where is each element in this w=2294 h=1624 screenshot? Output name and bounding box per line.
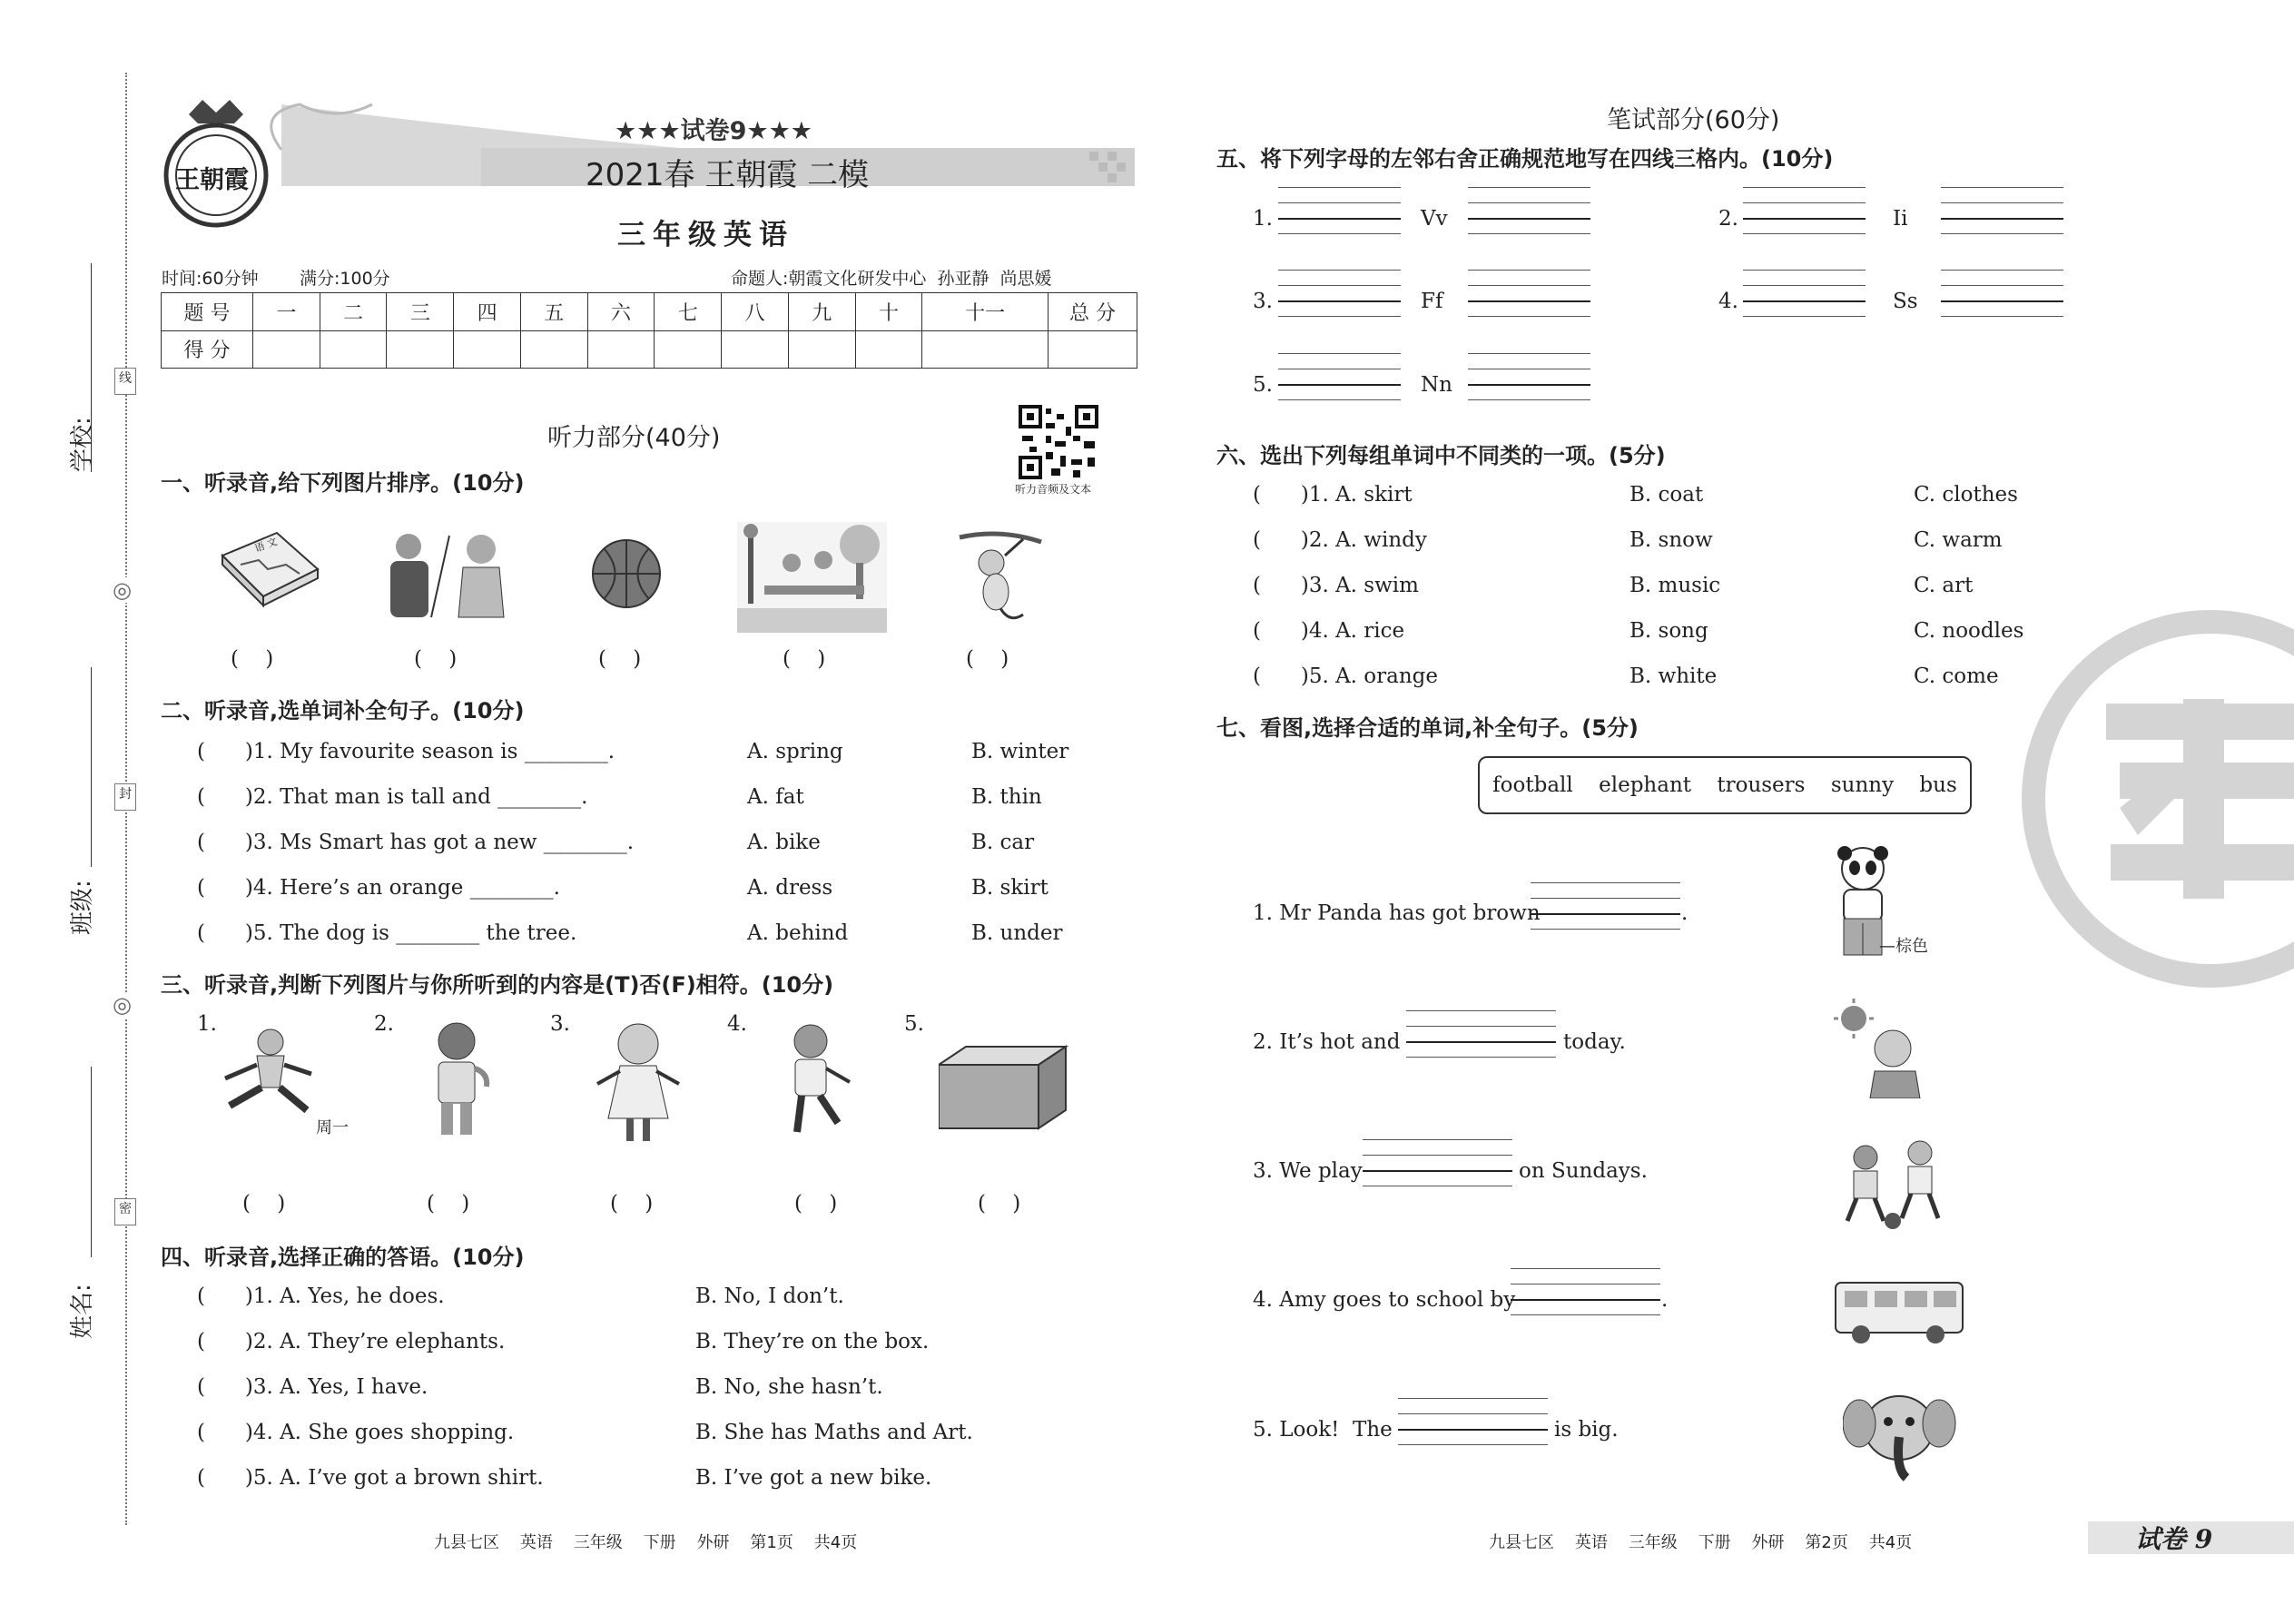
s5-letter-ss: Ss: [1893, 290, 1918, 313]
answer-blank[interactable]: [1398, 1413, 1548, 1414]
answer-blank[interactable]: [1531, 898, 1680, 899]
s2-option-b[interactable]: B. skirt: [971, 876, 1049, 900]
answer-blank[interactable]: [1531, 929, 1680, 930]
footer-tag: 试卷 9: [2135, 1524, 2213, 1554]
monday-label: 周一: [316, 1118, 349, 1137]
s6-question-3[interactable]: ( )3. A. swim: [1253, 574, 1419, 597]
answer-blank[interactable]: [1398, 1429, 1548, 1431]
name-line: [91, 1067, 92, 1257]
score-cell[interactable]: [922, 330, 1049, 369]
letter-grid-right[interactable]: [1468, 300, 1590, 302]
s7-sentence-1-end: .: [1681, 901, 1689, 925]
s3-num-1: 1.: [197, 1012, 217, 1036]
answer-blank[interactable]: [1398, 1398, 1548, 1399]
monkey-picture: [955, 528, 1046, 628]
s3-answer-1[interactable]: ( ): [242, 1192, 286, 1216]
score-cell[interactable]: [655, 330, 722, 369]
footer-right: 九县七区 英语 三年级 下册 外研 第2页 共4页: [1489, 1533, 1913, 1552]
footer-left: 九县七区 英语 三年级 下册 外研 第1页 共4页: [434, 1533, 858, 1552]
qr-caption: 听力音频及文本: [1015, 483, 1092, 496]
s6-question-4[interactable]: ( )4. A. rice: [1253, 619, 1405, 643]
score-cell[interactable]: [320, 330, 387, 369]
answer-blank[interactable]: [1406, 1010, 1556, 1011]
cell-header: 题 号: [162, 293, 253, 331]
s6-option-c[interactable]: C. art: [1914, 574, 1974, 597]
authors: 命题人:朝霞文化研发中心 孙亚静 尚思媛: [731, 269, 1052, 289]
s6-option-c[interactable]: C. clothes: [1914, 483, 2018, 507]
letter-grid-right[interactable]: [1468, 316, 1590, 317]
s4-question-5[interactable]: ( )5. A. I’ve got a brown shirt.: [197, 1466, 544, 1490]
name-label: 姓名:: [69, 1284, 96, 1339]
s3-answer-5[interactable]: ( ): [978, 1192, 1021, 1216]
s4-question-2[interactable]: ( )2. A. They’re elephants.: [197, 1330, 506, 1353]
score-cell[interactable]: [587, 330, 655, 369]
s4-option-b[interactable]: B. I’ve got a new bike.: [695, 1466, 932, 1490]
letter-grid-right[interactable]: [1941, 316, 2063, 317]
cell-header: 总 分: [1049, 293, 1137, 331]
answer-blank[interactable]: [1363, 1155, 1512, 1156]
s2-question-4[interactable]: ( )4. Here’s an orange ________.: [197, 876, 560, 900]
letter-grid-left[interactable]: [1278, 270, 1401, 271]
answer-blank[interactable]: [1406, 1026, 1556, 1027]
binding-hole-2: ◎: [113, 992, 132, 1018]
answer-blank[interactable]: [1363, 1139, 1512, 1140]
cell-header: 八: [722, 293, 789, 331]
section-2-title: 二、听录音,选单词补全句子。(10分): [161, 698, 525, 723]
section-3-title: 三、听录音,判断下列图片与你所听到的内容是(T)否(F)相符。(10分): [161, 972, 834, 998]
letter-grid-left[interactable]: [1278, 316, 1401, 317]
s2-option-b[interactable]: B. car: [971, 831, 1035, 854]
full-score: 满分:100分: [300, 269, 390, 289]
s2-option-a[interactable]: A. fat: [747, 785, 804, 809]
cell-header: 九: [788, 293, 855, 331]
s4-option-b[interactable]: B. No, I don’t.: [695, 1284, 844, 1308]
boy-with-banana-picture: [416, 1019, 497, 1146]
section-1-title: 一、听录音,给下列图片排序。(10分): [161, 470, 525, 496]
brown-label: —棕色: [1879, 937, 1928, 956]
margin-mark-line: 线: [114, 368, 136, 395]
s7-sentence-3-start: 3. We play: [1253, 1159, 1363, 1183]
s7-sentence-3-end: on Sundays.: [1519, 1159, 1648, 1183]
s3-answer-2[interactable]: ( ): [427, 1192, 470, 1216]
s5-num-5: 5.: [1253, 373, 1273, 397]
answer-blank[interactable]: [1398, 1444, 1548, 1445]
qr-code[interactable]: [1019, 405, 1098, 479]
score-cell[interactable]: [520, 330, 587, 369]
s5-letter-nn: Nn: [1421, 373, 1452, 397]
s6-question-2[interactable]: ( )2. A. windy: [1253, 528, 1427, 552]
s3-answer-4[interactable]: ( ): [794, 1192, 838, 1216]
letter-grid-right[interactable]: [1941, 300, 2063, 302]
girl-with-dress-picture: [588, 1019, 688, 1146]
section-6-title: 六、选出下列每组单词中不同类的一项。(5分): [1216, 443, 1666, 468]
letter-grid-right[interactable]: [1941, 285, 2063, 286]
bus-picture: [1834, 1278, 1965, 1346]
s7-sentence-1-start: 1. Mr Panda has got brown: [1253, 901, 1541, 925]
s2-question-2[interactable]: ( )2. That man is tall and ________.: [197, 785, 588, 809]
cell-header: 四: [454, 293, 521, 331]
cell-header: 十一: [922, 293, 1049, 331]
letter-grid-left[interactable]: [1743, 300, 1866, 302]
s6-option-c[interactable]: C. warm: [1914, 528, 2003, 552]
letter-grid-left[interactable]: [1278, 285, 1401, 286]
class-line: [91, 667, 92, 867]
kids-in-park-picture: [737, 522, 887, 633]
s5-num-3: 3.: [1253, 290, 1273, 313]
s4-question-1[interactable]: ( )1. A. Yes, he does.: [197, 1284, 445, 1308]
section-4-title: 四、听录音,选择正确的答语。(10分): [161, 1245, 525, 1270]
s3-num-3: 3.: [550, 1012, 570, 1036]
subject-title: 三年级英语: [617, 219, 794, 251]
answer-blank[interactable]: [1363, 1170, 1512, 1172]
cell-header: 五: [520, 293, 587, 331]
s2-question-1[interactable]: ( )1. My favourite season is ________.: [197, 740, 615, 763]
cell-header: 十: [855, 293, 922, 331]
word-option: sunny: [1830, 773, 1895, 797]
letter-grid-left[interactable]: [1278, 202, 1401, 203]
letter-grid-right[interactable]: [1468, 218, 1590, 220]
margin-mark-seal: 封: [114, 783, 136, 811]
s2-option-a[interactable]: A. behind: [747, 921, 849, 945]
answer-blank[interactable]: [1531, 882, 1680, 883]
letter-grid-right[interactable]: [1468, 285, 1590, 286]
letter-grid-right[interactable]: [1468, 233, 1590, 234]
letter-grid-right[interactable]: [1941, 218, 2063, 220]
s5-letter-ff: Ff: [1421, 290, 1443, 313]
word-option: elephant: [1599, 773, 1692, 797]
writing-title: 笔试部分(60分): [1607, 106, 1780, 134]
section-5-title: 五、将下列字母的左邻右舍正确规范地写在四线三格内。(10分): [1216, 146, 1834, 172]
s2-option-a[interactable]: A. spring: [747, 740, 843, 763]
s6-option-b[interactable]: B. snow: [1629, 528, 1713, 552]
s5-num-2: 2.: [1718, 207, 1738, 231]
s2-option-b[interactable]: B. under: [971, 921, 1063, 945]
letter-grid-left[interactable]: [1743, 218, 1866, 220]
s2-question-3[interactable]: ( )3. Ms Smart has got a new ________.: [197, 831, 635, 854]
s6-option-c[interactable]: C. come: [1914, 664, 1999, 688]
box-picture: [939, 1042, 1075, 1133]
letter-grid-right[interactable]: [1468, 353, 1590, 354]
s3-num-5: 5.: [904, 1012, 924, 1036]
word-option: trousers: [1717, 773, 1806, 797]
answer-blank[interactable]: [1511, 1268, 1660, 1269]
letter-grid-right[interactable]: [1468, 399, 1590, 400]
score-cell[interactable]: [855, 330, 922, 369]
letter-grid-left[interactable]: [1278, 384, 1401, 386]
s5-letter-ii: Ii: [1893, 207, 1908, 231]
school-line: [91, 263, 92, 472]
score-table: [161, 292, 1137, 369]
letter-grid-left[interactable]: [1278, 399, 1401, 400]
s5-letter-vv: Vv: [1421, 207, 1448, 231]
word-bank: [1478, 756, 1972, 814]
s4-option-b[interactable]: B. No, she hasn’t.: [695, 1375, 883, 1399]
word-option: bus: [1919, 773, 1957, 797]
s1-answer-2[interactable]: ( ): [414, 647, 458, 671]
s2-option-a[interactable]: A. dress: [747, 876, 833, 900]
cell-header: 三: [387, 293, 454, 331]
elephant-picture: [1843, 1387, 1956, 1487]
score-table-score-row: [162, 330, 1137, 369]
letter-grid-right[interactable]: [1468, 202, 1590, 203]
s4-question-4[interactable]: ( )4. A. She goes shopping.: [197, 1421, 515, 1444]
score-cell[interactable]: [253, 330, 320, 369]
letter-grid-right[interactable]: [1941, 202, 2063, 203]
boy-skating-picture: [770, 1019, 861, 1146]
basketball-picture: [590, 537, 663, 610]
s7-sentence-4-end: .: [1661, 1288, 1669, 1312]
letter-grid-left[interactable]: [1743, 270, 1866, 271]
s6-option-b[interactable]: B. white: [1629, 664, 1718, 688]
margin-mark-secret: 密: [114, 1198, 136, 1225]
s1-answer-1[interactable]: ( ): [231, 647, 274, 671]
s7-sentence-2-start: 2. It’s hot and: [1253, 1030, 1401, 1054]
s6-question-5[interactable]: ( )5. A. orange: [1253, 664, 1439, 688]
letter-grid-right[interactable]: [1468, 270, 1590, 271]
score-cell[interactable]: [454, 330, 521, 369]
kids-playing-football-picture: [1834, 1135, 1947, 1235]
score-cell[interactable]: [387, 330, 454, 369]
letter-grid-left[interactable]: [1278, 233, 1401, 234]
letter-grid-left[interactable]: [1743, 233, 1866, 234]
answer-blank[interactable]: [1406, 1057, 1556, 1058]
listening-title: 听力部分(40分): [547, 424, 721, 452]
s5-num-4: 4.: [1718, 290, 1738, 313]
s7-sentence-5-end: is big.: [1554, 1418, 1619, 1442]
answer-blank[interactable]: [1511, 1299, 1660, 1301]
paper-number-banner: ★★★试卷9★★★: [615, 117, 813, 145]
exam-title: 2021春 王朝霞 二模: [586, 157, 870, 193]
score-table-header-row: [162, 293, 1137, 331]
class-label: 班级:: [69, 880, 96, 935]
s6-option-c[interactable]: C. noodles: [1914, 619, 2024, 643]
s1-answer-5[interactable]: ( ): [966, 647, 1009, 671]
man-and-girl-phone-picture: [377, 527, 522, 626]
section-7-title: 七、看图,选择合适的单词,补全句子。(5分): [1216, 715, 1639, 741]
cell-header: 六: [587, 293, 655, 331]
s1-answer-3[interactable]: ( ): [598, 647, 642, 671]
letter-grid-right[interactable]: [1941, 233, 2063, 234]
letter-grid-left[interactable]: [1743, 202, 1866, 203]
s3-answer-3[interactable]: ( ): [610, 1192, 654, 1216]
s6-question-1[interactable]: ( )1. A. skirt: [1253, 483, 1413, 507]
score-cell[interactable]: [1049, 330, 1137, 369]
letter-grid-left[interactable]: [1743, 187, 1866, 188]
s2-option-a[interactable]: A. bike: [747, 831, 821, 854]
letter-grid-right[interactable]: [1468, 187, 1590, 188]
book-label: 语 文: [252, 536, 280, 555]
letter-grid-left[interactable]: [1743, 316, 1866, 317]
s4-question-3[interactable]: ( )3. A. Yes, I have.: [197, 1375, 428, 1399]
sunny-hot-picture: [1834, 999, 1934, 1098]
answer-blank[interactable]: [1406, 1041, 1556, 1043]
school-label: 学校:: [69, 417, 96, 472]
cell-label: 得 分: [162, 330, 253, 369]
letter-grid-left[interactable]: [1278, 187, 1401, 188]
letter-grid-right[interactable]: [1941, 187, 2063, 188]
secret-seal-watermark: [2020, 608, 2294, 989]
s4-option-b[interactable]: B. They’re on the box.: [695, 1330, 930, 1353]
score-cell[interactable]: [788, 330, 855, 369]
s6-option-b[interactable]: B. song: [1629, 619, 1708, 643]
s1-answer-4[interactable]: ( ): [783, 647, 826, 671]
s3-num-2: 2.: [374, 1012, 394, 1036]
cell-header: 一: [253, 293, 320, 331]
s2-option-b[interactable]: B. thin: [971, 785, 1042, 809]
exam-time: 时间:60分钟: [162, 269, 259, 289]
score-cell[interactable]: [722, 330, 789, 369]
s7-sentence-4-start: 4. Amy goes to school by: [1253, 1288, 1516, 1312]
cell-header: 七: [655, 293, 722, 331]
letter-grid-left[interactable]: [1278, 218, 1401, 220]
binding-hole-1: ◎: [113, 577, 132, 603]
letter-grid-right[interactable]: [1941, 270, 2063, 271]
s7-sentence-2-end: today.: [1563, 1030, 1626, 1054]
letter-grid-left[interactable]: [1278, 300, 1401, 302]
s6-option-b[interactable]: B. music: [1629, 574, 1721, 597]
letter-grid-left[interactable]: [1278, 353, 1401, 354]
s4-option-b[interactable]: B. She has Maths and Art.: [695, 1421, 973, 1444]
word-option: football: [1492, 773, 1573, 797]
running-boy-picture: [207, 1024, 325, 1124]
letter-grid-right[interactable]: [1468, 384, 1590, 386]
s2-question-5[interactable]: ( )5. The dog is ________ the tree.: [197, 921, 577, 945]
s5-num-1: 1.: [1253, 207, 1273, 231]
s3-num-4: 4.: [727, 1012, 747, 1036]
logo-text: 王朝霞: [175, 166, 249, 194]
answer-blank[interactable]: [1531, 913, 1680, 915]
s6-option-b[interactable]: B. coat: [1629, 483, 1704, 507]
s7-sentence-5-start: 5. Look! The: [1253, 1418, 1393, 1442]
cell-header: 二: [320, 293, 387, 331]
s2-option-b[interactable]: B. winter: [971, 740, 1069, 763]
answer-blank[interactable]: [1511, 1314, 1660, 1315]
letter-grid-left[interactable]: [1743, 285, 1866, 286]
